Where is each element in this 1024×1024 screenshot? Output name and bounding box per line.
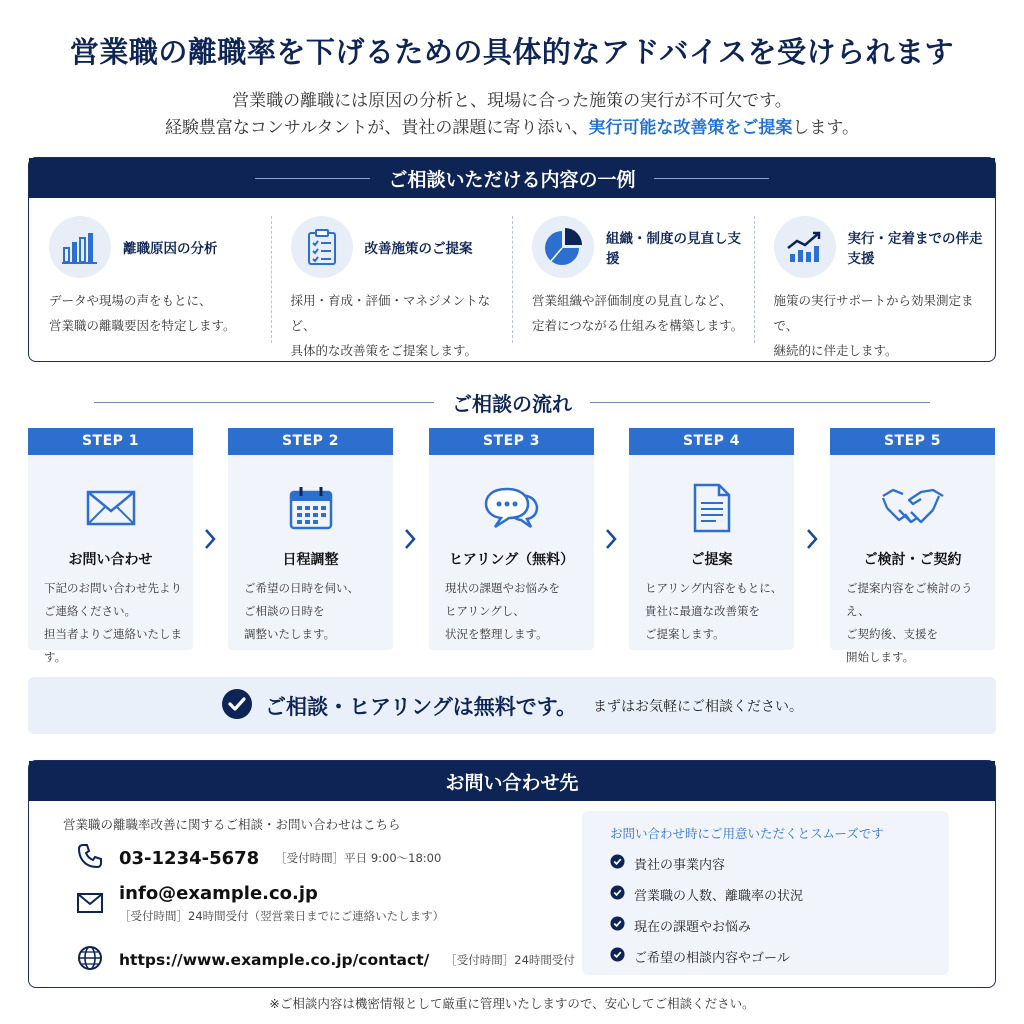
step-label: STEP 5 <box>830 428 995 455</box>
chevron-right-icon <box>402 526 418 552</box>
consult-item <box>271 198 513 361</box>
consult-item <box>754 198 996 361</box>
consult-heading: ご相談いただける内容の一例 <box>388 168 636 191</box>
consult-item-desc <box>291 288 503 363</box>
privacy-footnote: ※ご相談内容は機密情報として厳重に管理いたしますので、安心してご相談ください。 <box>269 996 755 1011</box>
email-block <box>119 883 444 924</box>
step-title: 日程調整 <box>282 552 339 568</box>
hero-subtitle-prefix: 経験豊富なコンサルタントが、貴社の課題に寄り添い、 <box>164 118 589 138</box>
consult-grid <box>29 198 995 361</box>
consult-item-desc <box>49 288 261 338</box>
globe-icon <box>77 945 103 975</box>
page-title: 営業職の離職率を下げるための具体的なアドバイスを受けられます <box>69 35 955 69</box>
mail-icon <box>28 473 193 543</box>
consult-item-title: 組織・制度の見直し支援 <box>606 231 741 267</box>
header-rule-left <box>255 178 370 179</box>
preparation-box <box>582 811 949 975</box>
phone-number[interactable]: 03-1234-5678 <box>119 847 260 869</box>
flow-rule-left <box>94 402 434 403</box>
consult-desc-line: 具体的な改善策をご提案します。 <box>290 343 478 358</box>
consult-desc-line: 営業職の離職要因を特定します。 <box>49 318 236 333</box>
prep-item <box>610 916 949 935</box>
consult-desc-line: データや現場の声をもとに、 <box>49 293 212 308</box>
consult-item-desc <box>774 288 986 363</box>
step-desc: 下記のお問い合わせ先より ご連絡ください。 担当者よりご連絡いたします。 <box>44 581 182 664</box>
pie-chart-icon <box>532 216 594 278</box>
prep-item-label: 現在の課題やお悩み <box>634 920 752 935</box>
hero-subtitle-line-2 <box>0 113 1024 138</box>
step-label: STEP 1 <box>28 428 193 455</box>
consult-item-desc <box>532 288 744 338</box>
contact-heading: お問い合わせ先 <box>445 771 579 794</box>
hero-subtitle-suffix: します。 <box>792 118 860 138</box>
step-title: ヒアリング（無料） <box>448 552 575 568</box>
step-card <box>429 428 594 650</box>
document-icon <box>629 473 794 543</box>
handshake-icon <box>830 473 995 543</box>
check-circle-icon <box>610 916 625 935</box>
prep-item <box>610 885 949 904</box>
consult-item-title: 改善施策のご提案 <box>364 241 473 257</box>
consult-desc-line: 採用・育成・評価・マネジメントなど、 <box>290 293 491 333</box>
step-card <box>629 428 794 650</box>
phone-icon <box>77 843 103 873</box>
contact-panel <box>28 760 996 988</box>
mail-icon <box>77 893 103 917</box>
check-circle-icon <box>610 947 625 966</box>
email-address[interactable]: info@example.co.jp <box>119 883 318 904</box>
flow-heading: ご相談の流れ <box>452 392 572 416</box>
consult-item-title: 実行・定着までの伴走支援 <box>847 231 983 267</box>
hero-subtitle-highlight: 実行可能な改善策をご提案 <box>588 118 793 138</box>
consult-examples-panel <box>28 157 996 362</box>
contact-url[interactable]: https://www.example.co.jp/contact/ <box>119 951 430 969</box>
step-desc: 現状の課題やお悩みを ヒアリングし、 状況を整理します。 <box>445 581 560 641</box>
free-consultation-banner <box>28 677 996 734</box>
prep-item-label: ご希望の相談内容やゴール <box>634 951 790 966</box>
contact-panel-header <box>29 761 995 801</box>
url-hours: ［受付時間］24時間受付 <box>445 953 575 967</box>
clipboard-checklist-icon <box>291 216 353 278</box>
growth-chart-icon <box>774 216 836 278</box>
check-circle-icon <box>610 885 625 904</box>
consult-desc-line: 定着につながる仕組みを構築します。 <box>532 318 744 333</box>
chevron-right-icon <box>202 526 218 552</box>
step-title: ご検討・ご契約 <box>863 552 962 568</box>
consult-item <box>29 198 271 361</box>
prep-item <box>610 947 949 966</box>
free-banner-sub: まずはお気軽にご相談ください。 <box>593 698 804 715</box>
header-rule-right <box>654 178 769 179</box>
step-label: STEP 4 <box>629 428 794 455</box>
flow-rule-right <box>590 402 930 403</box>
consult-item <box>512 198 754 361</box>
email-hours: ［受付時間］24時間受付（翌営業日までにご連絡いたします） <box>119 909 445 923</box>
prep-item-label: 貴社の事業内容 <box>634 858 726 873</box>
consult-desc-line: 施策の実行サポートから効果測定まで、 <box>773 293 974 333</box>
hero-subtitle-line-1: 営業職の離職には原因の分析と、現場に合った施策の実行が不可欠です。 <box>232 91 792 111</box>
step-title: ご提案 <box>690 552 733 568</box>
check-circle-icon <box>221 688 253 724</box>
consult-item-title: 離職原因の分析 <box>123 241 218 257</box>
prep-item <box>610 854 949 873</box>
chevron-right-icon <box>603 526 619 552</box>
step-label: STEP 2 <box>228 428 393 455</box>
prep-item-label: 営業職の人数、離職率の状況 <box>634 889 804 904</box>
prep-title: お問い合わせ時にご用意いただくとスムーズです <box>610 826 884 841</box>
check-circle-icon <box>610 854 625 873</box>
step-card <box>28 428 193 664</box>
step-desc: ご希望の日時を伺い、 ご相談の日時を 調整いたします。 <box>244 581 359 641</box>
phone-hours: ［受付時間］平日 9:00〜18:00 <box>275 851 442 865</box>
calendar-icon <box>228 473 393 543</box>
consult-desc-line: 継続的に伴走します。 <box>773 343 898 358</box>
step-desc: ヒアリング内容をもとに、 貴社に最適な改善策を ご提案します。 <box>645 581 783 641</box>
email-row <box>77 883 444 924</box>
chat-bubbles-icon <box>429 473 594 543</box>
contact-lead: 営業職の離職率改善に関するご相談・お問い合わせはこちら <box>63 817 401 832</box>
chevron-right-icon <box>804 526 820 552</box>
step-desc: ご提案内容をご検討のうえ、 ご契約後、支援を 開始します。 <box>846 581 973 664</box>
free-banner-main: ご相談・ヒアリングは無料です。 <box>264 694 578 719</box>
consult-panel-header <box>29 158 995 198</box>
step-card <box>228 428 393 650</box>
contact-body <box>29 801 995 987</box>
flow-heading-row <box>0 388 1024 417</box>
phone-row <box>77 843 441 873</box>
url-row <box>77 945 575 975</box>
consult-desc-line: 営業組織や評価制度の見直しなど、 <box>532 293 733 308</box>
bar-chart-icon <box>49 216 111 278</box>
step-label: STEP 3 <box>429 428 594 455</box>
step-card <box>830 428 995 664</box>
step-title: お問い合わせ <box>68 552 153 568</box>
